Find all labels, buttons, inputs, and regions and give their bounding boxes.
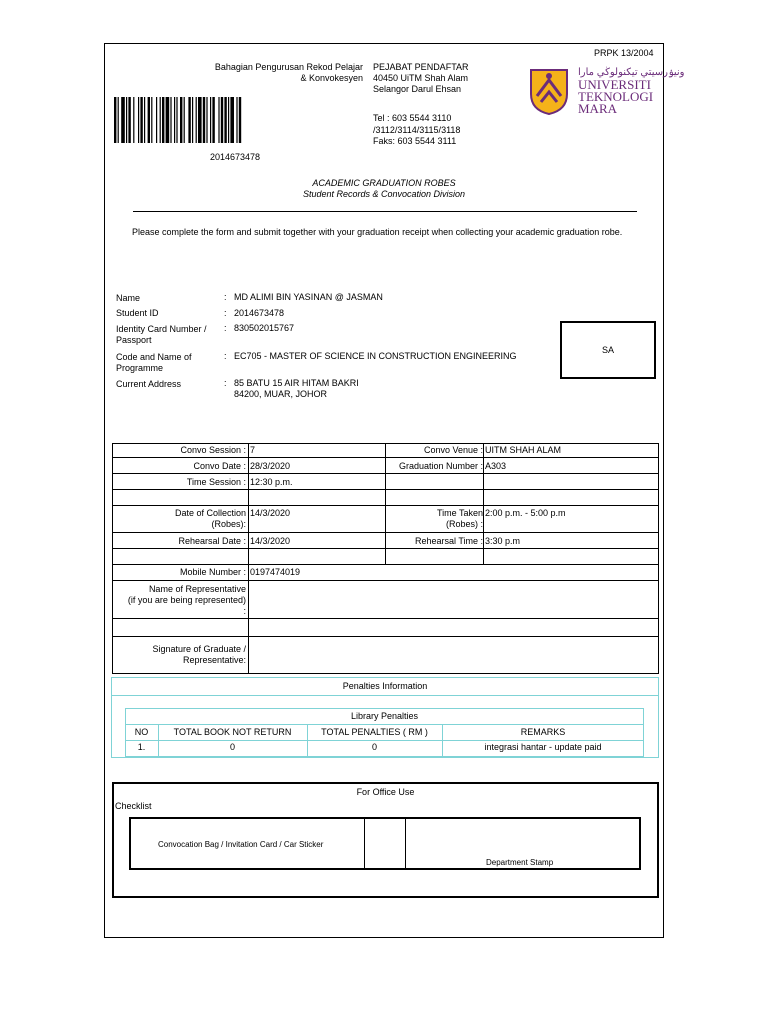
logo-text1: UNIVERSITI bbox=[578, 77, 651, 92]
address-line2: 84200, MUAR, JOHOR bbox=[234, 389, 328, 399]
convo-date-label: Convo Date : bbox=[193, 461, 246, 471]
barcode-bar bbox=[192, 97, 193, 143]
mobile-number-label: Mobile Number : bbox=[179, 567, 246, 577]
convo-venue-label: Convo Venue : bbox=[423, 445, 483, 455]
mobile-number-value: 0197474019 bbox=[250, 567, 301, 577]
barcode-bar bbox=[121, 97, 125, 143]
barcode-bar bbox=[239, 97, 241, 143]
time-session-value: 12:30 p.m. bbox=[250, 477, 293, 487]
ic-label-line1: Identity Card Number / bbox=[116, 324, 207, 334]
barcode-bar bbox=[230, 97, 234, 143]
barcode-bar bbox=[148, 97, 150, 143]
form-title: ACADEMIC GRADUATION ROBES bbox=[312, 178, 456, 188]
name-colon: : bbox=[224, 292, 227, 302]
barcode-bar bbox=[198, 97, 202, 143]
barcode-bar bbox=[114, 97, 116, 143]
checklist-item: Convocation Bag / Invitation Card / Car Sticker bbox=[158, 840, 324, 849]
collection-date-label-line2: (Robes): bbox=[211, 519, 246, 529]
barcode-bar bbox=[176, 97, 177, 143]
office-line2: 40450 UiTM Shah Alam bbox=[373, 73, 469, 83]
convo-venue-value: UITM SHAH ALAM bbox=[485, 445, 562, 455]
row-penalties: 0 bbox=[371, 742, 377, 752]
checklist-label: Checklist bbox=[115, 801, 152, 811]
convo-date-value: 28/3/2020 bbox=[250, 461, 291, 471]
barcode-bar bbox=[128, 97, 130, 143]
uitm-crest-icon bbox=[527, 66, 571, 116]
instruction-text: Please complete the form and submit together with your graduation receipt when collecting your academic graduation robe. bbox=[132, 227, 623, 237]
barcode-bar bbox=[221, 97, 223, 143]
row-remarks: integrasi hantar - update paid bbox=[484, 742, 602, 752]
tel-line1: Tel : 603 5544 3110 bbox=[373, 113, 452, 123]
barcode-bar bbox=[133, 97, 134, 143]
address-colon: : bbox=[224, 378, 227, 388]
convo-session-value: 7 bbox=[250, 445, 256, 455]
title-divider bbox=[133, 211, 637, 212]
graduation-number-label: Graduation Number : bbox=[398, 461, 483, 471]
barcode-bar bbox=[170, 97, 171, 143]
collection-date-value: 14/3/2020 bbox=[250, 508, 291, 518]
barcode-bar bbox=[196, 97, 197, 143]
barcode-bar bbox=[140, 97, 142, 143]
fax-line: Faks: 603 5544 3111 bbox=[373, 136, 457, 146]
barcode-bar bbox=[206, 97, 207, 143]
office-line1: PEJABAT PENDAFTAR bbox=[373, 62, 469, 72]
student-id-label: Student ID bbox=[116, 308, 159, 318]
student-id-colon: : bbox=[224, 308, 227, 318]
barcode-bar bbox=[236, 97, 237, 143]
logo-jawi: ونيۏرسيتي تيكنولوڬي مارا bbox=[578, 67, 685, 78]
form-subtitle: Student Records & Convocation Division bbox=[302, 189, 466, 199]
barcode-bar bbox=[162, 97, 164, 143]
rehearsal-time-value: 3:30 p.m bbox=[485, 536, 521, 546]
barcode-bar bbox=[188, 97, 190, 143]
barcode-bar bbox=[144, 97, 145, 143]
col-header-books: TOTAL BOOK NOT RETURN bbox=[173, 727, 292, 737]
logo-text2: TEKNOLOGI bbox=[578, 89, 654, 104]
office-use-title: For Office Use bbox=[356, 787, 415, 797]
rehearsal-date-label: Rehearsal Date : bbox=[178, 536, 246, 546]
barcode-bar bbox=[212, 97, 214, 143]
barcode-bar bbox=[224, 97, 226, 143]
barcode-bar bbox=[156, 97, 157, 143]
representative-label-line3: : bbox=[243, 606, 246, 616]
time-taken-value: 2:00 p.m. - 5:00 p.m bbox=[485, 508, 566, 518]
barcode-bar bbox=[118, 97, 119, 143]
student-id-value: 2014673478 bbox=[234, 308, 285, 318]
name-label: Name bbox=[116, 293, 141, 303]
department-stamp-label: Department Stamp bbox=[486, 858, 554, 867]
barcode bbox=[114, 97, 284, 143]
ic-label-line2: Passport bbox=[116, 335, 152, 345]
barcode-number: 2014673478 bbox=[210, 152, 261, 162]
programme-label-line2: Programme bbox=[116, 363, 164, 373]
checklist-checkbox[interactable] bbox=[366, 819, 404, 868]
rehearsal-date-value: 14/3/2020 bbox=[250, 536, 291, 546]
dept-line1: Bahagian Pengurusan Rekod Pelajar bbox=[214, 62, 363, 72]
office-line3: Selangor Darul Ehsan bbox=[373, 84, 462, 94]
time-taken-label-line2: (Robes) : bbox=[445, 519, 483, 529]
form-code: PRPK 13/2004 bbox=[594, 48, 654, 58]
signature-label-line1: Signature of Graduate / bbox=[152, 644, 246, 654]
programme-label-line1: Code and Name of bbox=[116, 352, 192, 362]
barcode-bar bbox=[228, 97, 229, 143]
barcode-bar bbox=[138, 97, 139, 143]
dept-line2: & Konvokesyen bbox=[300, 73, 363, 83]
barcode-bar bbox=[174, 97, 175, 143]
barcode-bar bbox=[126, 97, 127, 143]
name-value: MD ALIMI BIN YASINAN @ JASMAN bbox=[234, 292, 383, 302]
barcode-bar bbox=[151, 97, 152, 143]
col-header-remarks: REMARKS bbox=[520, 727, 566, 737]
collection-date-label-line1: Date of Collection bbox=[174, 508, 246, 518]
rehearsal-time-label: Rehearsal Time : bbox=[414, 536, 483, 546]
ic-value: 830502015767 bbox=[234, 323, 295, 333]
address-label: Current Address bbox=[116, 379, 182, 389]
graduation-number-value: A303 bbox=[485, 461, 507, 471]
address-line1: 85 BATU 15 AIR HITAM BAKRI bbox=[234, 378, 359, 388]
barcode-bar bbox=[180, 97, 182, 143]
barcode-bar bbox=[160, 97, 161, 143]
library-penalties-title: Library Penalties bbox=[350, 711, 419, 721]
signature-label-line2: Representative: bbox=[182, 655, 246, 665]
row-no: 1. bbox=[137, 742, 146, 752]
time-session-label: Time Session : bbox=[186, 477, 246, 487]
col-header-no: NO bbox=[134, 727, 149, 737]
representative-label-line1: Name of Representative bbox=[148, 584, 246, 594]
barcode-bar bbox=[210, 97, 211, 143]
barcode-bar bbox=[218, 97, 219, 143]
penalties-title: Penalties Information bbox=[342, 681, 428, 691]
barcode-bar bbox=[184, 97, 185, 143]
barcode-bar bbox=[203, 97, 205, 143]
col-header-penalties: TOTAL PENALTIES ( RM ) bbox=[321, 727, 428, 737]
time-taken-label-line1: Time Taken bbox=[436, 508, 483, 518]
programme-colon: : bbox=[224, 351, 227, 361]
programme-value: EC705 - MASTER OF SCIENCE IN CONSTRUCTION ENGINEERING bbox=[234, 351, 517, 361]
representative-label-line2: (if you are being represented) bbox=[127, 595, 246, 605]
barcode-bar bbox=[166, 97, 170, 143]
row-books: 0 bbox=[229, 742, 235, 752]
ic-colon: : bbox=[224, 323, 227, 333]
photo-box-label: SA bbox=[601, 345, 614, 355]
tel-line2: /3112/3114/3115/3118 bbox=[373, 125, 461, 135]
logo-text3: MARA bbox=[578, 101, 618, 116]
convo-session-label: Convo Session : bbox=[180, 445, 246, 455]
